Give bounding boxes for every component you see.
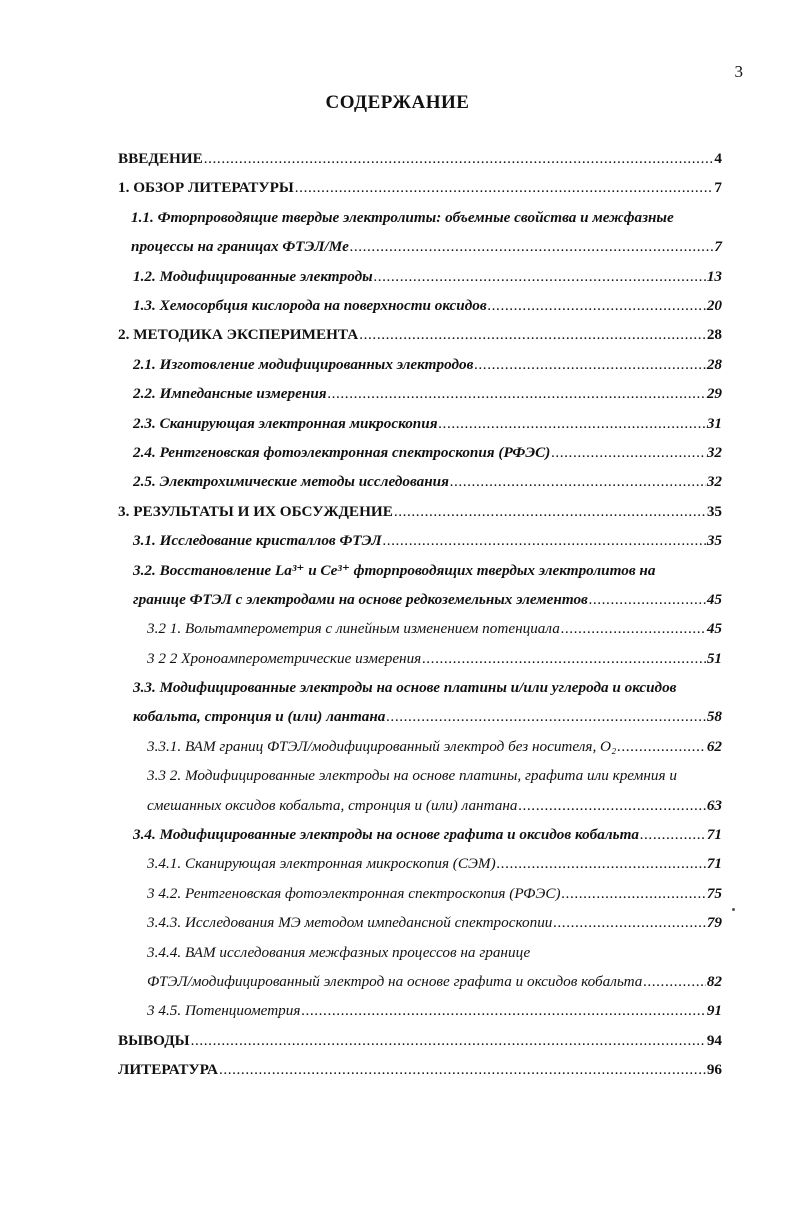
- toc-entry: 1.2. Модифицированные электроды ..... 13: [118, 268, 722, 297]
- toc-entry: границе ФТЭЛ с электродами на основе редкоземельных элементов ..... 45: [118, 591, 722, 620]
- toc-entry: 3.2 1. Вольтамперометрия с линейным изменением потенциала ..... 45: [118, 620, 722, 649]
- toc-entry: ФТЭЛ/модифицированный электрод на основе графита и оксидов кобальта ..... 82: [118, 973, 722, 1002]
- toc-entry: 2.1. Изготовление модифицированных электродов ..... 28: [118, 356, 722, 385]
- page-title: СОДЕРЖАНИЕ: [325, 92, 470, 113]
- toc-entry: 3.1. Исследование кристаллов ФТЭЛ ..... 35: [118, 532, 722, 561]
- toc-entry: 3 4.2. Рентгеновская фотоэлектронная спектроскопия (РФЭС) ..... 75: [118, 885, 722, 914]
- toc-entry: ЛИТЕРАТУРА ..... 96: [118, 1061, 722, 1090]
- toc-entry: 3.3 2. Модифицированные электроды на основе платины, графита или кремния и: [147, 767, 677, 785]
- toc-entry: 2.4. Рентгеновская фотоэлектронная спектроскопия (РФЭС) ..... 32: [118, 444, 722, 473]
- toc-entry: 2. МЕТОДИКА ЭКСПЕРИМЕНТА ..... 28: [118, 326, 722, 355]
- toc-entry: 3.3.1. ВАМ границ ФТЭЛ/модифицированный электрод без носителя, O₂ ..... 62: [118, 738, 722, 767]
- toc-entry: процессы на границах ФТЭЛ/Ме ..... 7: [118, 238, 722, 267]
- toc-entry: ВЫВОДЫ ..... 94: [118, 1032, 722, 1061]
- toc-entry: 3 4.5. Потенциометрия ..... 91: [118, 1002, 722, 1031]
- toc-entry: 3.4.1. Сканирующая электронная микроскопия (СЭМ) ..... 71: [118, 855, 722, 884]
- toc-entry: 3. РЕЗУЛЬТАТЫ И ИХ ОБСУЖДЕНИЕ ..... 35: [118, 503, 722, 532]
- scan-speck: [732, 908, 735, 911]
- toc-entry: смешанных оксидов кобальта, стронция и (или) лантана ..... 63: [118, 797, 722, 826]
- toc-entry: 2.3. Сканирующая электронная микроскопия ..... 31: [118, 415, 722, 444]
- toc-entry: 1.3. Хемосорбция кислорода на поверхности оксидов ..... 20: [118, 297, 722, 326]
- toc-entry: 3 2 2 Хроноамперометрические измерения ..... 51: [118, 650, 722, 679]
- toc-entry: 2.2. Импедансные измерения ..... 29: [118, 385, 722, 414]
- page-number: 3: [734, 62, 743, 81]
- toc-entry: 1. ОБЗОР ЛИТЕРАТУРЫ ..... 7: [118, 179, 722, 208]
- toc-entry: 2.5. Электрохимические методы исследования ..... 32: [118, 473, 722, 502]
- toc-entry: 1.1. Фторпроводящие твердые электролиты: объемные свойства и межфазные: [131, 208, 674, 226]
- toc-entry: кобальта, стронция и (или) лантана ..... 58: [118, 708, 722, 737]
- toc-entry: 3.2. Восстановление La³⁺ и Ce³⁺ фторпроводящих твердых электролитов на: [133, 562, 656, 580]
- toc-entry: 3.4. Модифицированные электроды на основе графита и оксидов кобальта ..... 71: [118, 826, 722, 855]
- toc-entry: 3.4.3. Исследования МЭ методом импедансной спектроскопии ..... 79: [118, 914, 722, 943]
- toc-entry: ВВЕДЕНИЕ ..... 4: [118, 150, 722, 179]
- toc-entry: 3.4.4. ВАМ исследования межфазных процессов на границе: [147, 943, 531, 961]
- toc-entry: 3.3. Модифицированные электроды на основе платины и/или углерода и оксидов: [133, 679, 677, 697]
- table-of-contents: [118, 150, 722, 1091]
